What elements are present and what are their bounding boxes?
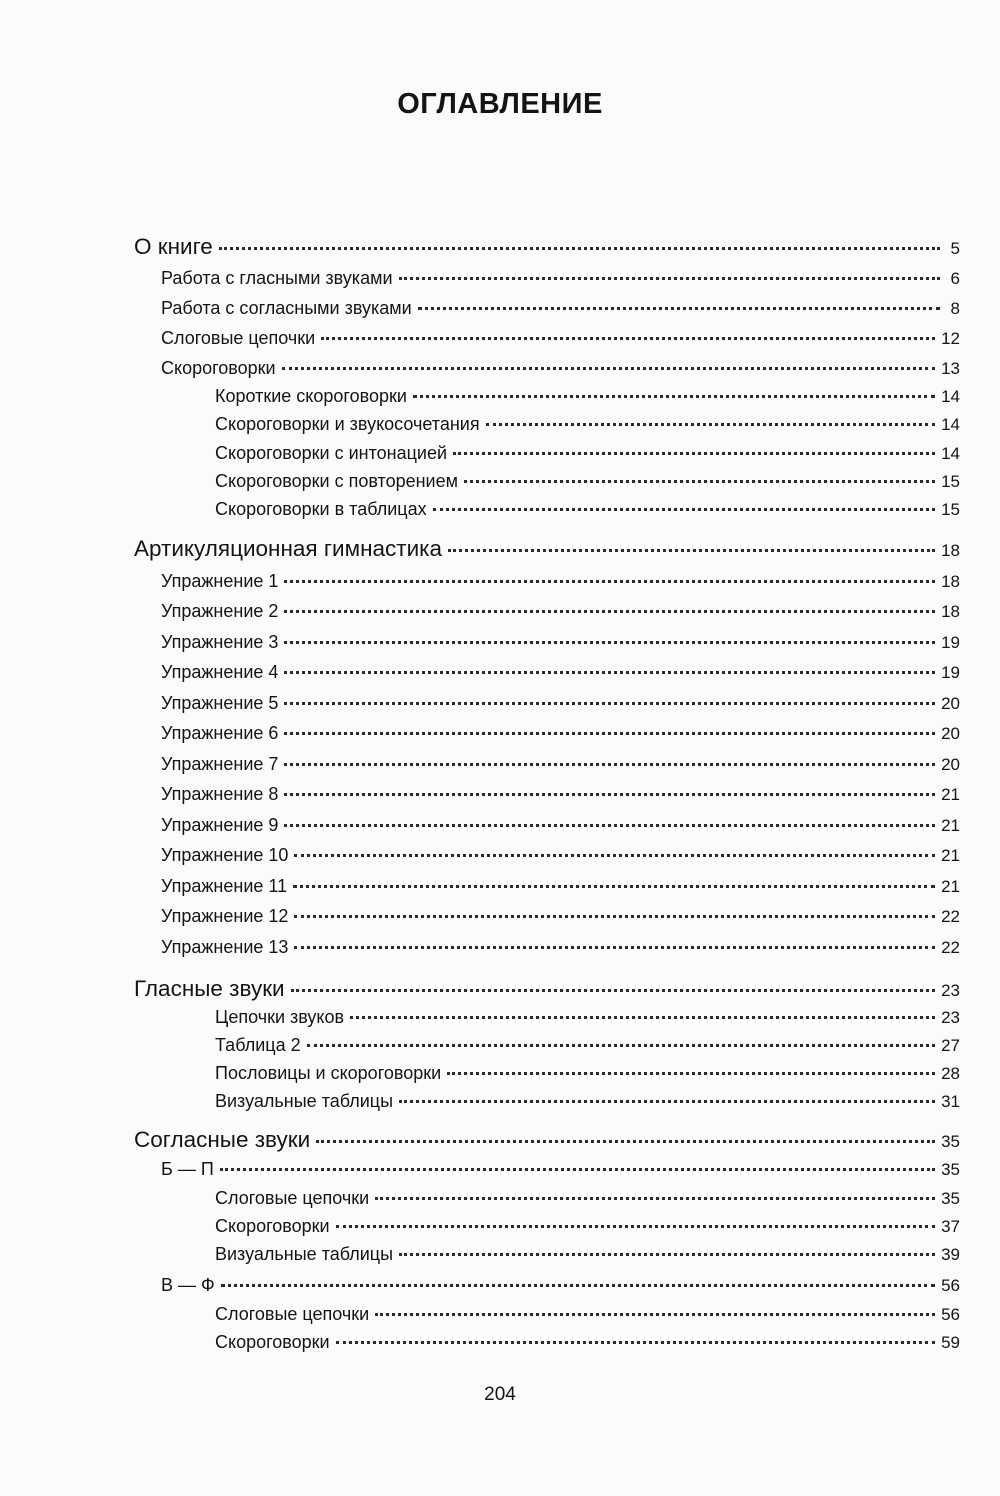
dot-leader bbox=[220, 1168, 935, 1171]
toc-entry[interactable] bbox=[161, 601, 960, 622]
dot-leader bbox=[221, 1284, 935, 1287]
toc-entry[interactable] bbox=[215, 386, 960, 407]
toc-entry-page: 56 bbox=[941, 1276, 960, 1295]
dot-leader bbox=[284, 793, 935, 796]
toc-entry[interactable] bbox=[161, 845, 960, 866]
toc-entry-page: 12 bbox=[941, 329, 960, 348]
toc-entry[interactable] bbox=[134, 234, 960, 260]
toc-entry-page: 14 bbox=[941, 415, 960, 434]
dot-leader bbox=[375, 1197, 935, 1200]
toc-entry[interactable] bbox=[215, 1188, 960, 1209]
toc-entry-title: Упражнение 5 bbox=[161, 693, 279, 713]
toc-entry-title: Гласные звуки bbox=[134, 976, 285, 1001]
toc-entry-title: Упражнение 3 bbox=[161, 632, 279, 652]
toc-entry-page: 28 bbox=[941, 1064, 960, 1083]
toc-entry-page: 37 bbox=[941, 1217, 960, 1236]
dot-leader bbox=[375, 1313, 935, 1316]
toc-entry[interactable] bbox=[161, 632, 960, 653]
dot-leader bbox=[336, 1341, 935, 1344]
toc-entry[interactable] bbox=[161, 358, 960, 379]
toc-entry-title: Упражнение 7 bbox=[161, 754, 279, 774]
toc-entry-title: Таблица 2 bbox=[215, 1035, 301, 1055]
dot-leader bbox=[399, 277, 940, 280]
dot-leader bbox=[284, 641, 935, 644]
toc-entry-page: 21 bbox=[941, 877, 960, 896]
toc-entry-title: Упражнение 10 bbox=[161, 845, 289, 865]
dot-leader bbox=[294, 915, 935, 918]
toc-entry-page: 19 bbox=[941, 633, 960, 652]
toc-entry-title: Цепочки звуков bbox=[215, 1007, 345, 1027]
dot-leader bbox=[464, 480, 935, 483]
toc-entry-page: 19 bbox=[941, 663, 960, 682]
toc-entry[interactable] bbox=[215, 499, 960, 520]
toc-entry-page: 18 bbox=[941, 572, 960, 591]
toc-entry-page: 13 bbox=[941, 359, 960, 378]
toc-entry[interactable] bbox=[161, 693, 960, 714]
toc-entry-title: Б — П bbox=[161, 1159, 214, 1179]
toc-entry-page: 18 bbox=[941, 602, 960, 621]
dot-leader bbox=[282, 367, 935, 370]
dot-leader bbox=[294, 946, 935, 949]
dot-leader bbox=[294, 854, 935, 857]
dot-leader bbox=[448, 549, 935, 552]
dot-leader bbox=[418, 307, 940, 310]
toc-entry[interactable] bbox=[161, 268, 960, 289]
toc-entry-title: Упражнение 2 bbox=[161, 601, 279, 621]
dot-leader bbox=[447, 1072, 935, 1075]
dot-leader bbox=[284, 702, 935, 705]
toc-entry-title: Работа с гласными звуками bbox=[161, 268, 393, 288]
toc-entry[interactable] bbox=[134, 536, 960, 562]
toc-entry-title: Упражнение 8 bbox=[161, 784, 279, 804]
toc-entry-title: Скороговорки bbox=[215, 1332, 330, 1352]
toc-entry-page: 56 bbox=[941, 1305, 960, 1324]
toc-entry-page: 22 bbox=[941, 907, 960, 926]
toc-entry-title: Слоговые цепочки bbox=[215, 1304, 370, 1324]
toc-entry[interactable] bbox=[161, 937, 960, 958]
toc-entry[interactable] bbox=[161, 1159, 960, 1180]
toc-entry[interactable] bbox=[215, 414, 960, 435]
toc-entry-page: 23 bbox=[941, 981, 960, 1000]
toc-entry[interactable] bbox=[161, 328, 960, 349]
toc-entry-page: 20 bbox=[941, 694, 960, 713]
toc-entry-title: О книге bbox=[134, 234, 213, 259]
toc-entry-title: Визуальные таблицы bbox=[215, 1091, 394, 1111]
toc-entry[interactable] bbox=[161, 662, 960, 683]
toc-entry-page: 59 bbox=[941, 1333, 960, 1352]
toc-entry-title: Артикуляционная гимнастика bbox=[134, 536, 442, 561]
toc-entry-page: 5 bbox=[950, 239, 960, 258]
toc-entry-page: 21 bbox=[941, 816, 960, 835]
toc-entry-title: Скороговорки с интонацией bbox=[215, 443, 448, 463]
toc-entry[interactable] bbox=[215, 1244, 960, 1265]
toc-entry-page: 20 bbox=[941, 755, 960, 774]
page-title: ОГЛАВЛЕНИЕ bbox=[397, 88, 603, 120]
toc-entry-page: 27 bbox=[941, 1036, 960, 1055]
toc-entry-page: 15 bbox=[941, 500, 960, 519]
toc-entry-page: 6 bbox=[950, 269, 960, 288]
dot-leader bbox=[219, 247, 940, 250]
dot-leader bbox=[284, 610, 935, 613]
toc-entry-title: Слоговые цепочки bbox=[215, 1188, 370, 1208]
dot-leader bbox=[399, 1100, 935, 1103]
toc-entry[interactable] bbox=[215, 1091, 960, 1112]
dot-leader bbox=[453, 452, 935, 455]
dot-leader bbox=[433, 508, 935, 511]
toc-entry-title: Короткие скороговорки bbox=[215, 386, 407, 406]
dot-leader bbox=[291, 989, 935, 992]
toc-entry-page: 21 bbox=[941, 846, 960, 865]
toc-entry-title: Визуальные таблицы bbox=[215, 1244, 394, 1264]
toc-entry-page: 14 bbox=[941, 387, 960, 406]
toc-entry-page: 22 bbox=[941, 938, 960, 957]
dot-leader bbox=[321, 337, 935, 340]
toc-entry-page: 31 bbox=[941, 1092, 960, 1111]
toc-entry-page: 35 bbox=[941, 1160, 960, 1179]
toc-entry-title: Скороговорки и звукосочетания bbox=[215, 414, 480, 434]
toc-entry[interactable] bbox=[161, 723, 960, 744]
toc-entry[interactable] bbox=[161, 876, 960, 897]
toc-entry-title: Слоговые цепочки bbox=[161, 328, 316, 348]
toc-entry[interactable] bbox=[215, 1035, 960, 1056]
dot-leader bbox=[284, 580, 935, 583]
toc-entry-page: 15 bbox=[941, 472, 960, 491]
toc-entry-title: Работа с согласными звуками bbox=[161, 298, 412, 318]
toc-entry-page: 35 bbox=[941, 1132, 960, 1151]
dot-leader bbox=[399, 1253, 935, 1256]
toc-entry-title: Упражнение 9 bbox=[161, 815, 279, 835]
toc-entry[interactable] bbox=[215, 443, 960, 464]
toc-entry-title: Скороговорки с повторением bbox=[215, 471, 458, 491]
toc-entry-title: Скороговорки bbox=[161, 358, 276, 378]
dot-leader bbox=[293, 885, 935, 888]
toc-entry[interactable] bbox=[161, 571, 960, 592]
toc-entry-page: 14 bbox=[941, 444, 960, 463]
toc-entry[interactable] bbox=[134, 1127, 960, 1153]
toc-entry-page: 8 bbox=[950, 299, 960, 318]
toc-entry[interactable] bbox=[161, 784, 960, 805]
toc-entry[interactable] bbox=[215, 471, 960, 492]
toc-entry[interactable] bbox=[134, 976, 960, 1002]
dot-leader bbox=[486, 423, 936, 426]
dot-leader bbox=[413, 395, 935, 398]
toc-entry-page: 39 bbox=[941, 1245, 960, 1264]
dot-leader bbox=[284, 763, 935, 766]
toc-entry-title: Упражнение 13 bbox=[161, 937, 289, 957]
toc-entry-title: Упражнение 6 bbox=[161, 723, 279, 743]
toc-entry[interactable] bbox=[215, 1063, 960, 1084]
toc-entry[interactable] bbox=[161, 298, 960, 319]
toc-entry[interactable] bbox=[161, 754, 960, 775]
dot-leader bbox=[307, 1044, 935, 1047]
toc-entry[interactable] bbox=[161, 906, 960, 927]
toc-entry-title: В — Ф bbox=[161, 1275, 215, 1295]
toc-entry-page: 20 bbox=[941, 724, 960, 743]
toc-entry-title: Пословицы и скороговорки bbox=[215, 1063, 442, 1083]
toc-entry[interactable] bbox=[215, 1007, 960, 1028]
toc-entry[interactable] bbox=[161, 1275, 960, 1296]
dot-leader bbox=[284, 671, 935, 674]
toc-entry[interactable] bbox=[215, 1216, 960, 1237]
toc-entry-title: Упражнение 4 bbox=[161, 662, 279, 682]
page-number: 204 bbox=[484, 1384, 516, 1405]
toc-entry-title: Упражнение 12 bbox=[161, 906, 289, 926]
dot-leader bbox=[336, 1225, 935, 1228]
toc-entry-page: 23 bbox=[941, 1008, 960, 1027]
dot-leader bbox=[284, 824, 935, 827]
toc-entry[interactable] bbox=[215, 1304, 960, 1325]
dot-leader bbox=[284, 732, 935, 735]
toc-entry-title: Скороговорки bbox=[215, 1216, 330, 1236]
toc-entry[interactable] bbox=[161, 815, 960, 836]
toc-entry-title: Скороговорки в таблицах bbox=[215, 499, 427, 519]
toc-entry-title: Упражнение 1 bbox=[161, 571, 279, 591]
dot-leader bbox=[316, 1140, 935, 1143]
toc-entry[interactable] bbox=[215, 1332, 960, 1353]
toc-entry-page: 35 bbox=[941, 1189, 960, 1208]
dot-leader bbox=[350, 1016, 935, 1019]
toc-entry-page: 21 bbox=[941, 785, 960, 804]
toc-entry-title: Упражнение 11 bbox=[161, 876, 288, 896]
toc-entry-title: Согласные звуки bbox=[134, 1127, 311, 1152]
toc-entry-page: 18 bbox=[941, 541, 960, 560]
